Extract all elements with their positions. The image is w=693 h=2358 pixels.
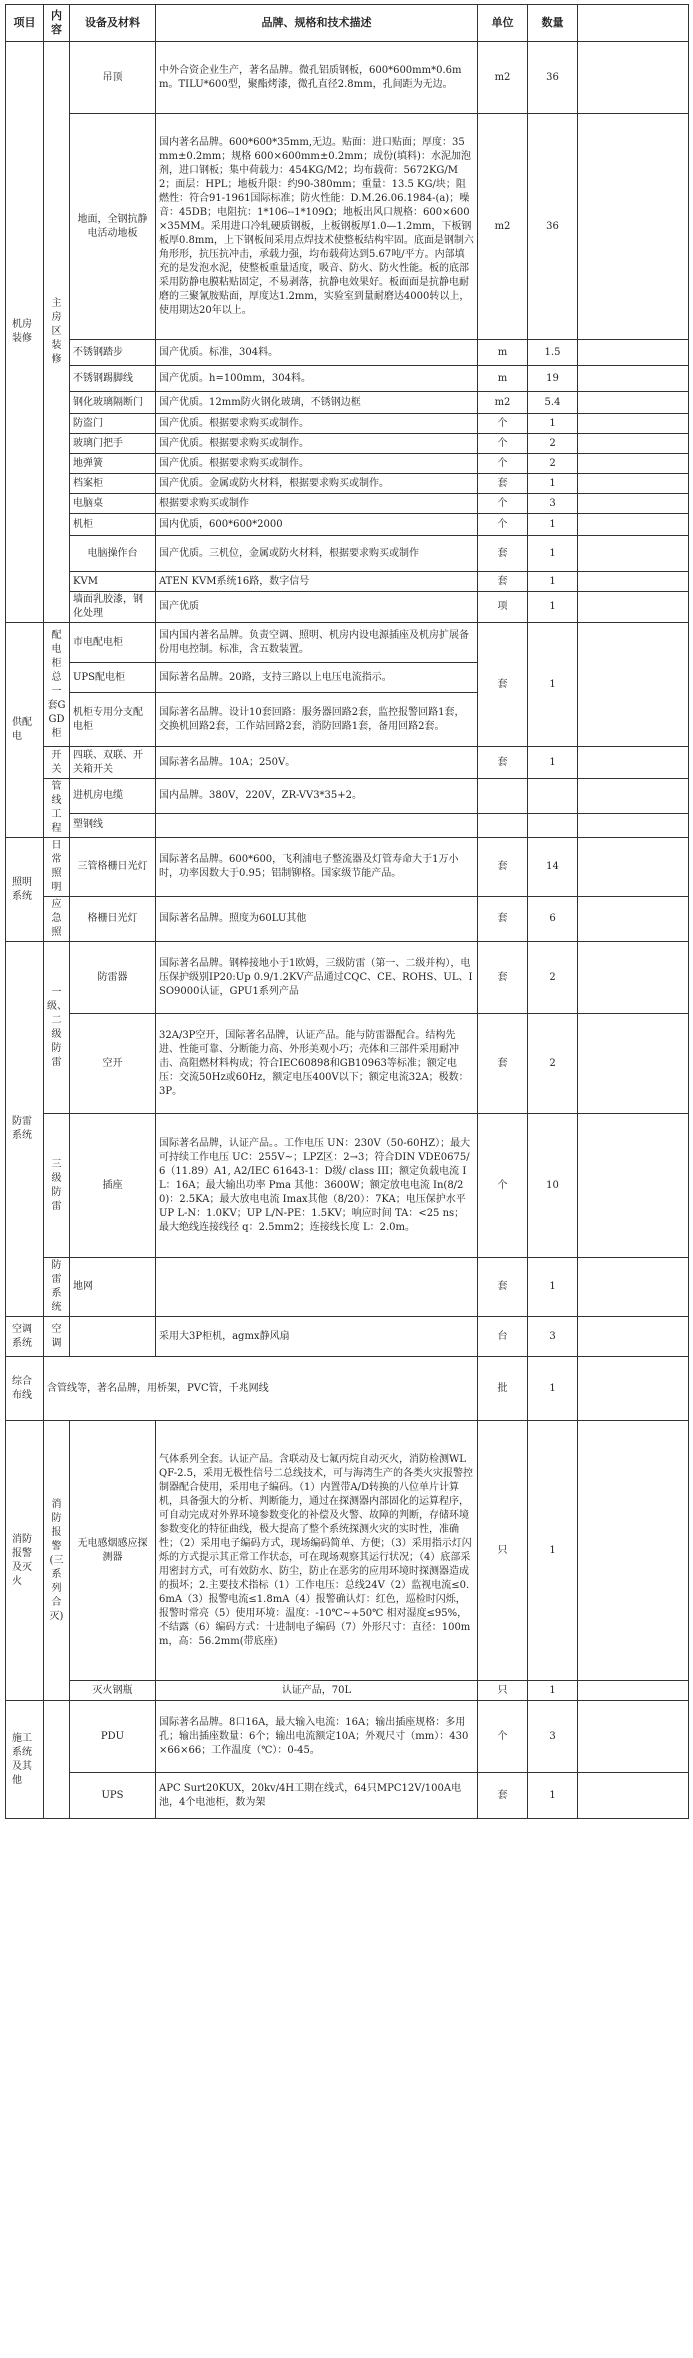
table-row	[6, 434, 689, 454]
item-qty: 1	[528, 747, 578, 779]
item-spec: 认证产品，70L	[156, 1681, 478, 1701]
item-name: PDU	[70, 1701, 156, 1773]
item-unit: m	[478, 340, 528, 366]
section-machine-room: 机房装修	[6, 42, 44, 623]
item-name: KVM	[70, 572, 156, 592]
item-unit: 只	[478, 1421, 528, 1681]
item-unit: 套	[478, 897, 528, 942]
item-spec: 国内品牌。380V，220V，ZR-VV3*35+2。	[156, 779, 478, 814]
item-name: UPS配电柜	[70, 663, 156, 693]
table-row	[6, 474, 689, 494]
item-spec: 气体系列全套。认证产品。含联动及七氟丙烷自动灭火，消防检测WLQF-2.5，采用无极性信号二总线技术，可与海湾生产的各类火灾报警控制器配合使用，采用电子编码。（1）内置带A/D转换的八位单片计算机，具备强大的分析、判断能力，通过在探测器内部固化的运算程序，可自动完成对外界环境参数变化的补偿及火警、故障的判断，存储环境参数变化的特征曲线，极大提高了整个系统探测火灾的实时性，准确性；（2）采用电子编码方式，现场编码简单、方便；（3）采用指示灯闪烁的方式提示其正常工作状态，可在现场观察其运行状况；（4）底部采用密封方式，可有效防水、防尘，防止在恶劣的应用环境时探测器造成的损坏；2.主要技术指标（1）工作电压：总线24V（2）监视电流≤0.6mA（3）报警电流≤1.8mA（4）报警确认灯：红色，巡检时闪烁，报警时常亮（5）使用环境：温度：-10℃~+50℃ 相对湿度≤95%，不结露（6）编码方式：十进制电子编码（7）外形尺寸：直径：100mm，高：56.2mm(带底座)	[156, 1421, 478, 1681]
item-qty: 1	[528, 1681, 578, 1701]
item-unit: 套	[478, 1773, 528, 1819]
item-spec: 国产优质。根据要求购买或制作。	[156, 454, 478, 474]
item-qty: 1	[528, 1258, 578, 1317]
item-qty: 3	[528, 494, 578, 514]
item-content: 应急照	[44, 897, 70, 942]
header-equipment: 设备及材料	[70, 5, 156, 42]
table-row	[6, 454, 689, 474]
item-spec: ATEN KVM系统16路，数字信号	[156, 572, 478, 592]
item-spec: 国际著名品牌，认证产品。。工作电压 UN：230V（50-60HZ）；最大可持续工作电压 UC：255V~；LPZ区：2→3；符合DIN VDE0675/6（11.89）A1, A2/IEC 61643-1：D级/ class III；额定负载电流 IL：16A；最大输出功率 Pma 其他：3600W；额定放电电流 In(8/20)：2.5KA；最大放电电流 Imax其他（8/20）：7KA；电压保护水平 UP L-N：1.0KV；UP L/N-PE：1.5KV；响应时间 TA：<25 ns；最大绝线连接线径 q：2.5mm2；连接线长度 L：2.0m。	[156, 1114, 478, 1258]
table-row	[6, 42, 689, 114]
item-name: 进机房电缆	[70, 779, 156, 814]
item-unit: 套	[478, 747, 528, 779]
item-unit: 套	[478, 572, 528, 592]
item-qty: 1	[528, 414, 578, 434]
item-spec: 国际著名品牌。600*600，飞利浦电子整流器及灯管寿命大于1万小时，功率因数大于0.95；铝制铆格。国家级节能产品。	[156, 838, 478, 897]
item-spec: 国产优质。h=100mm，304料。	[156, 366, 478, 392]
item-qty: 3	[528, 1317, 578, 1357]
table-row	[6, 623, 689, 663]
table-row	[6, 536, 689, 572]
item-name: 不锈钢踢脚线	[70, 366, 156, 392]
item-name: 格栅日光灯	[70, 897, 156, 942]
header-row	[6, 5, 689, 42]
item-name: 地网	[70, 1258, 156, 1317]
header-unit: 单位	[478, 5, 528, 42]
section-fire: 消防报警及灭火	[6, 1421, 44, 1701]
item-unit: 台	[478, 1317, 528, 1357]
item-qty: 2	[528, 454, 578, 474]
item-spec: 国产优质。根据要求购买或制作。	[156, 414, 478, 434]
item-unit: 套	[478, 474, 528, 494]
item-unit: m2	[478, 392, 528, 414]
table-row	[6, 1357, 689, 1421]
item-qty: 1	[528, 1773, 578, 1819]
item-content: 空调	[44, 1317, 70, 1357]
section-dist-box: 配电柜总一套GGD柜	[44, 623, 70, 747]
header-project: 项目	[6, 5, 44, 42]
item-name: 钢化玻璃隔断门	[70, 392, 156, 414]
item-spec: APC Surt20KUX，20kv/4H工期在线式，64只MPC12V/100A电池，4个电池柜，数为架	[156, 1773, 478, 1819]
item-qty: 5.4	[528, 392, 578, 414]
section-lightning: 防雷系统	[6, 942, 44, 1317]
item-spec: 国际著名品牌。20路，支持三路以上电压电流指示。	[156, 663, 478, 693]
item-unit: m2	[478, 42, 528, 114]
header-qty: 数量	[528, 5, 578, 42]
item-name: 空开	[70, 1014, 156, 1114]
item-qty: 14	[528, 838, 578, 897]
item-qty: 1	[528, 514, 578, 536]
item-unit: 个	[478, 494, 528, 514]
item-content: 日常照明	[44, 838, 70, 897]
item-name: 档案柜	[70, 474, 156, 494]
table-row	[6, 1421, 689, 1681]
item-unit: 套	[478, 623, 528, 747]
item-spec: 国产优质。金属或防火材料，根据要求购买或制作。	[156, 474, 478, 494]
item-qty: 2	[528, 1014, 578, 1114]
section-ac: 空调系统	[6, 1317, 44, 1357]
item-qty: 36	[528, 42, 578, 114]
item-name: 电脑操作台	[70, 536, 156, 572]
table-row	[6, 340, 689, 366]
item-spec: 国产优质	[156, 592, 478, 623]
item-spec: 32A/3P空开，国际著名品牌，认证产品。能与防雷器配合。结构先进、性能可靠、分断能力高、外形美观小巧；壳体和三部件采用耐冲击、高阻燃材料构成；符合IEC60898和GB10963等标准；额定电压：交流50Hz或60Hz，额定电压400V以下；额定电流32A；极数：3P。	[156, 1014, 478, 1114]
item-qty: 1	[528, 1421, 578, 1681]
section-cabling: 综合布线	[6, 1357, 44, 1421]
item-name: 不锈钢踏步	[70, 340, 156, 366]
item-unit: 个	[478, 514, 528, 536]
table-row	[6, 392, 689, 414]
item-spec: 国内著名品牌。600*600*35mm,无边。贴面：进口贴面；厚度：35mm±0.2mm；规格 600×600mm±0.2mm；成份(填料)：水泥加泡剂，进口钢板；集中荷载力：454KG/M2；均布载荷：5672KG/M2；面层：HPL；地板升限：约90-380mm；重量：13.5 KG/块；阻燃性：符合91-1961国际标准；防火性能：D.M.26.06.1984-(a)；噪音：45DB；电阻抗：1*106--1*109Ω；地板出风口规格：600×600×35MM。采用进口冷轧硬质钢板，上板钢板厚1.0—1.2mm，下板钢板厚0.8mm，上下钢板间采用点焊技术使整板结构牢固。底面是钢制六角形形，抗压抗冲击，承载力强，均布载荷达到5.67吨/平方。内部填充的是发泡水泥，使整板重量适度，吸音、防火、防火性能。板的底部采用防静电膜粘贴固定，不易剥落，抗静电效果好。板面面是抗静电耐磨的三聚氰胺贴面，厚度达1.2mm，实验室到量耐磨达4000转以上，使用期达20年以上。	[156, 114, 478, 340]
item-name: 玻璃门把手	[70, 434, 156, 454]
header-spec: 品牌、规格和技术描述	[156, 5, 478, 42]
section-power: 供配电	[6, 623, 44, 838]
table-row	[6, 1258, 689, 1317]
item-spec: 国内国内著名品牌。负责空调、照明、机房内设电源插座及机房扩展备份用电控制。标准，含五数装置。	[156, 623, 478, 663]
table-row	[6, 366, 689, 392]
table-row	[6, 414, 689, 434]
item-spec: 国内优质，600*600*2000	[156, 514, 478, 536]
table-row	[6, 747, 689, 779]
item-name: 地面，全钢抗静电活动地板	[70, 114, 156, 340]
item-spec: 国产优质。标准，304料。	[156, 340, 478, 366]
item-name: 市电配电柜	[70, 623, 156, 663]
item-qty: 2	[528, 942, 578, 1014]
item-unit: 套	[478, 838, 528, 897]
item-qty: 1	[528, 623, 578, 747]
table-row	[6, 494, 689, 514]
table-row	[6, 1701, 689, 1773]
item-qty: 36	[528, 114, 578, 340]
item-unit: 只	[478, 1681, 528, 1701]
item-name: 吊顶	[70, 42, 156, 114]
item-unit: 套	[478, 1014, 528, 1114]
header-blank	[578, 5, 689, 42]
item-name: 插座	[70, 1114, 156, 1258]
item-spec: 国际著名品牌。照度为60LU其他	[156, 897, 478, 942]
item-spec: 国际著名品牌。10A；250V。	[156, 747, 478, 779]
item-unit: 套	[478, 1258, 528, 1317]
item-unit: 套	[478, 942, 528, 1014]
section-lightning-12: 一级、二级防雷	[44, 942, 70, 1114]
item-name: 防盗门	[70, 414, 156, 434]
header-content: 内容	[44, 5, 70, 42]
item-qty: 1	[528, 474, 578, 494]
table-row	[6, 1014, 689, 1114]
item-spec: 国际著名品牌。钢棒接地小于1欧姆，三级防雷（第一、二级并构），电压保护级别IP20:Up 0.9/1.2KV产品通过CQC、CE、ROHS、UL、ISO9000认证，GPU1系列产品	[156, 942, 478, 1014]
item-spec: 根据要求购买或制作	[156, 494, 478, 514]
item-spec: 国际著名品牌。8口16A，最大输入电流：16A；输出插座规格：多用孔；输出插座数量：6个；输出电流额定10A；外观尺寸（mm）：430×66×66；工作温度（℃）：0-45。	[156, 1701, 478, 1773]
item-name: 墙面乳胶漆，钢化处理	[70, 592, 156, 623]
item-unit: 个	[478, 1114, 528, 1258]
table-row	[6, 1114, 689, 1258]
item-name: 无电感烟感应探测器	[70, 1421, 156, 1681]
table-row	[6, 1773, 689, 1819]
item-unit: 个	[478, 454, 528, 474]
section-lightning-3: 三级防雷	[44, 1114, 70, 1258]
section-fire-sub: 消防报警(三系列合灭)	[44, 1421, 70, 1701]
item-name: 三管格栅日光灯	[70, 838, 156, 897]
item-name: 机柜	[70, 514, 156, 536]
item-name: 机柜专用分支配电柜	[70, 693, 156, 747]
item-unit: 个	[478, 414, 528, 434]
section-main-area: 主房区装修	[44, 42, 70, 623]
table-row	[6, 1681, 689, 1701]
table-row	[6, 942, 689, 1014]
item-spec: 中外合资企业生产，著名品牌。微孔铝质钢板，600*600mm*0.6mm。TILU*600型，聚酯烤漆，微孔直径2.8mm，孔间距为无边。	[156, 42, 478, 114]
table-row	[6, 1317, 689, 1357]
table-row	[6, 813, 689, 837]
item-qty: 1	[528, 592, 578, 623]
item-name: 电脑桌	[70, 494, 156, 514]
item-unit: 个	[478, 434, 528, 454]
item-unit: m2	[478, 114, 528, 340]
table-row	[6, 592, 689, 623]
equipment-table	[5, 4, 689, 1819]
item-qty: 1	[528, 1357, 578, 1421]
item-unit: 个	[478, 1701, 528, 1773]
item-qty: 6	[528, 897, 578, 942]
item-spec: 国产优质。根据要求购买或制作。	[156, 434, 478, 454]
item-name: 地弹簧	[70, 454, 156, 474]
table-row	[6, 779, 689, 814]
item-name: 塑钢线	[70, 813, 156, 837]
section-lighting: 照明系统	[6, 838, 44, 942]
table-row	[6, 897, 689, 942]
item-qty: 10	[528, 1114, 578, 1258]
table-row	[6, 838, 689, 897]
table-row	[6, 514, 689, 536]
item-content: 管线工程	[44, 779, 70, 838]
item-unit: 套	[478, 536, 528, 572]
item-spec: 含管线等，著名品牌，用桥架，PVC管，千兆网线	[44, 1357, 478, 1421]
item-qty: 19	[528, 366, 578, 392]
item-unit: 批	[478, 1357, 528, 1421]
item-qty: 3	[528, 1701, 578, 1773]
item-name: 防雷器	[70, 942, 156, 1014]
item-content: 开关	[44, 747, 70, 779]
item-qty: 1.5	[528, 340, 578, 366]
item-spec: 采用大3P柜机，agmx静风扇	[156, 1317, 478, 1357]
item-spec: 国际著名品牌。设计10套回路：服务器回路2套，监控报警回路1套，交换机回路2套，工作站回路2套，消防回路1套，备用回路2套。	[156, 693, 478, 747]
section-other: 施工系统及其他	[6, 1701, 44, 1819]
item-qty: 1	[528, 536, 578, 572]
item-unit: m	[478, 366, 528, 392]
item-name: 灭火钢瓶	[70, 1681, 156, 1701]
item-content: 防雷系统	[44, 1258, 70, 1317]
item-qty: 1	[528, 572, 578, 592]
item-name: UPS	[70, 1773, 156, 1819]
item-qty: 2	[528, 434, 578, 454]
item-spec: 国产优质。三机位，金属或防火材料，根据要求购买或制作	[156, 536, 478, 572]
table-row	[6, 572, 689, 592]
table-row	[6, 114, 689, 340]
item-unit: 项	[478, 592, 528, 623]
item-name: 四联、双联、开关箱开关	[70, 747, 156, 779]
item-spec: 国产优质。12mm防火钢化玻璃，不锈钢边框	[156, 392, 478, 414]
